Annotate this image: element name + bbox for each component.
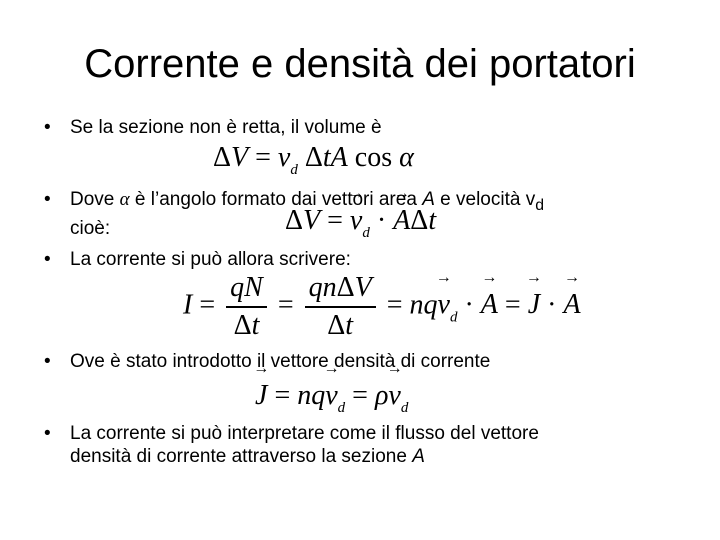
bullet-marker: • (44, 351, 51, 372)
bullet-text-2: Dove α è l’angolo formato dai vettori area A e velocità $v_d$ cioè: (70, 189, 545, 239)
bullet-marker: • (44, 117, 51, 138)
slide-title: Corrente e densità dei portatori (84, 42, 636, 86)
formula-volume-dot: ΔV = → $v_d$ · → AΔt (285, 205, 436, 242)
formula-current-density: → $J = nq\to v_d = \rho\to v_d$ (255, 380, 408, 417)
bullet-marker: • (44, 189, 51, 210)
bullet-text-1: Se la sezione non è retta, il volume è (70, 117, 382, 138)
bullet-text-3: La corrente si può allora scrivere: (70, 249, 351, 270)
formula-volume-oblique: $\Delta V = v_d$ ΔtA cos α (213, 142, 414, 178)
bullet-marker: • (44, 249, 51, 270)
bullet-marker: • (44, 423, 51, 444)
bullet-text-5: La corrente si può interpretare come il flusso del vettore densità di corrente attraverso la sezione A (70, 423, 539, 467)
formula-current: I = $\frac{qN}{\Delta t}$ = $\frac{\text{qnΔV}}{\Delta t}$ = $nq\to v_d$ · → A = → J · → A (183, 272, 581, 342)
bullet-text-4: Ove è stato introdotto il vettore densità di corrente (70, 351, 491, 372)
